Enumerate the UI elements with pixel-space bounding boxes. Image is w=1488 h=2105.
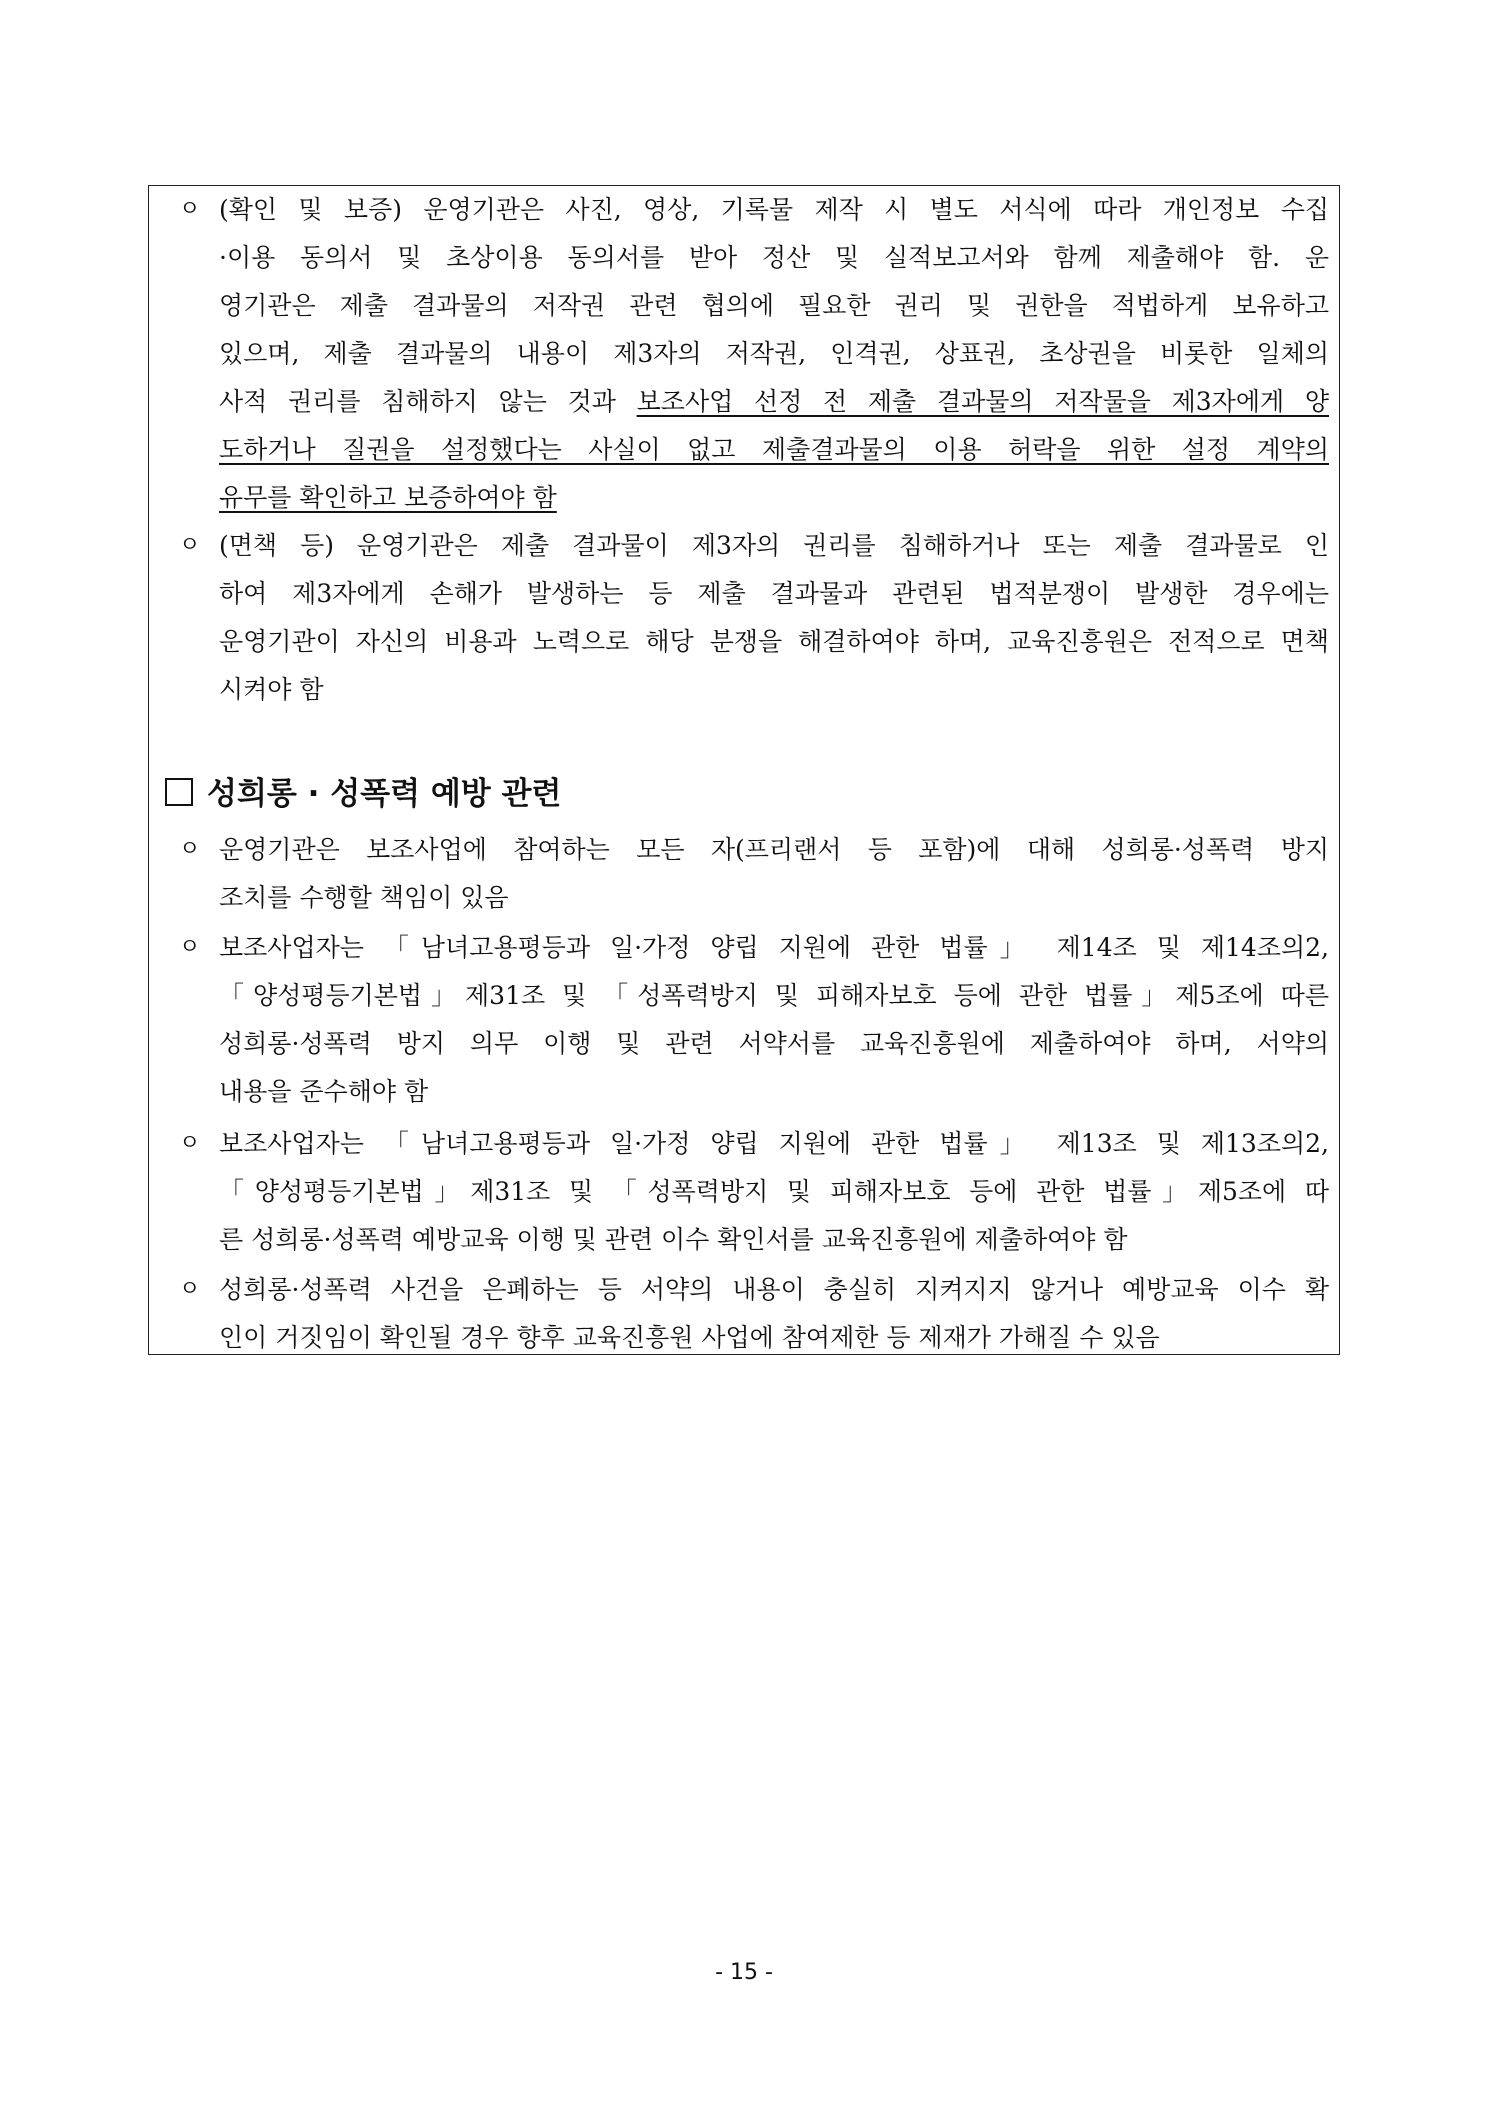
text-line: 「양성평등기본법」제31조 및 「성폭력방지 및 피해자보호 등에 관한 법률」제5조에 따 (219, 1177, 1329, 1206)
bullet-mark: ㅇ (179, 197, 201, 222)
text-line: 있으며, 제출 결과물의 내용이 제3자의 저작권, 인격권, 상표권, 초상권을 비롯한 일체의 (219, 339, 1329, 368)
text-line (219, 474, 1329, 522)
underlined-text-line: 도하거나 질권을 설정했다는 사실이 없고 제출결과물의 이용 허락을 위한 설정 계약의 (219, 435, 1329, 464)
text-line: 른 성희롱·성폭력 예방교육 이행 및 관련 이수 확인서를 교육진흥원에 제출하여야 함 (219, 1225, 1128, 1254)
underlined-text: 유무를 확인하고 보증하여야 함 (219, 483, 557, 512)
text-line: (면책 등) 운영기관은 제출 결과물이 제3자의 권리를 침해하거나 또는 제출 결과물로 인 (219, 531, 1329, 560)
text-line: 운영기관은 보조사업에 참여하는 모든 자(프리랜서 등 포함)에 대해 성희롱·성폭력 방지 (219, 835, 1329, 864)
text-line: (확인 및 보증) 운영기관은 사진, 영상, 기록물 제작 시 별도 서식에 따라 개인정보 수집 (219, 195, 1329, 224)
text-line: 영기관은 제출 결과물의 저작권 관련 협의에 필요한 권리 및 권한을 적법하게 보유하고 (219, 291, 1329, 320)
text-line: 시켜야 함 (219, 675, 324, 704)
text-line: 운영기관이 자신의 비용과 노력으로 해당 분쟁을 해결하여야 하며, 교육진흥원은 전적으로 면책 (219, 627, 1329, 656)
text-segment: 사적 권리를 침해하지 않는 것과 (219, 387, 637, 416)
text-line: 보조사업자는 「남녀고용평등과 일·가정 양립 지원에 관한 법률」 제14조 및 제14조의2, (219, 933, 1329, 962)
text-line: 조치를 수행할 책임이 있음 (219, 883, 509, 912)
text-line: ·이용 동의서 및 초상이용 동의서를 받아 정산 및 실적보고서와 함께 제출해야 함. 운 (219, 243, 1329, 272)
text-line: 성희롱·성폭력 방지 의무 이행 및 관련 서약서를 교육진흥원에 제출하여야 하며, 서약의 (219, 1029, 1329, 1058)
content-box (148, 185, 1340, 1355)
page-number: - 15 - (715, 1960, 773, 1985)
section-heading (165, 764, 561, 824)
bullet-mark: ㅇ (179, 533, 201, 558)
text-line: 내용을 준수해야 함 (219, 1077, 429, 1106)
bullet-mark: ㅇ (179, 837, 201, 862)
text-line: 인이 거짓임이 확인될 경우 향후 교육진흥원 사업에 참여제한 등 제재가 가해질 수 있음 (219, 1323, 1160, 1352)
text-line: 「양성평등기본법」제31조 및 「성폭력방지 및 피해자보호 등에 관한 법률」제5조에 따른 (219, 981, 1329, 1010)
checkbox-square-icon (165, 778, 193, 806)
bullet-mark: ㅇ (179, 935, 201, 960)
text-line: 성희롱·성폭력 사건을 은폐하는 등 서약의 내용이 충실히 지켜지지 않거나 예방교육 이수 확 (219, 1275, 1329, 1304)
text-line: 하여 제3자에게 손해가 발생하는 등 제출 결과물과 관련된 법적분쟁이 발생한 경우에는 (219, 579, 1329, 608)
bullet-mark: ㅇ (179, 1131, 201, 1156)
section-heading-text: 성희롱 · 성폭력 예방 관련 (207, 776, 562, 812)
text-line (219, 378, 1329, 426)
underlined-text: 보조사업 선정 전 제출 결과물의 저작물을 제3자에게 양 (636, 387, 1329, 416)
text-line: 보조사업자는 「남녀고용평등과 일·가정 양립 지원에 관한 법률」 제13조 및 제13조의2, (219, 1129, 1329, 1158)
bullet-mark: ㅇ (179, 1277, 201, 1302)
